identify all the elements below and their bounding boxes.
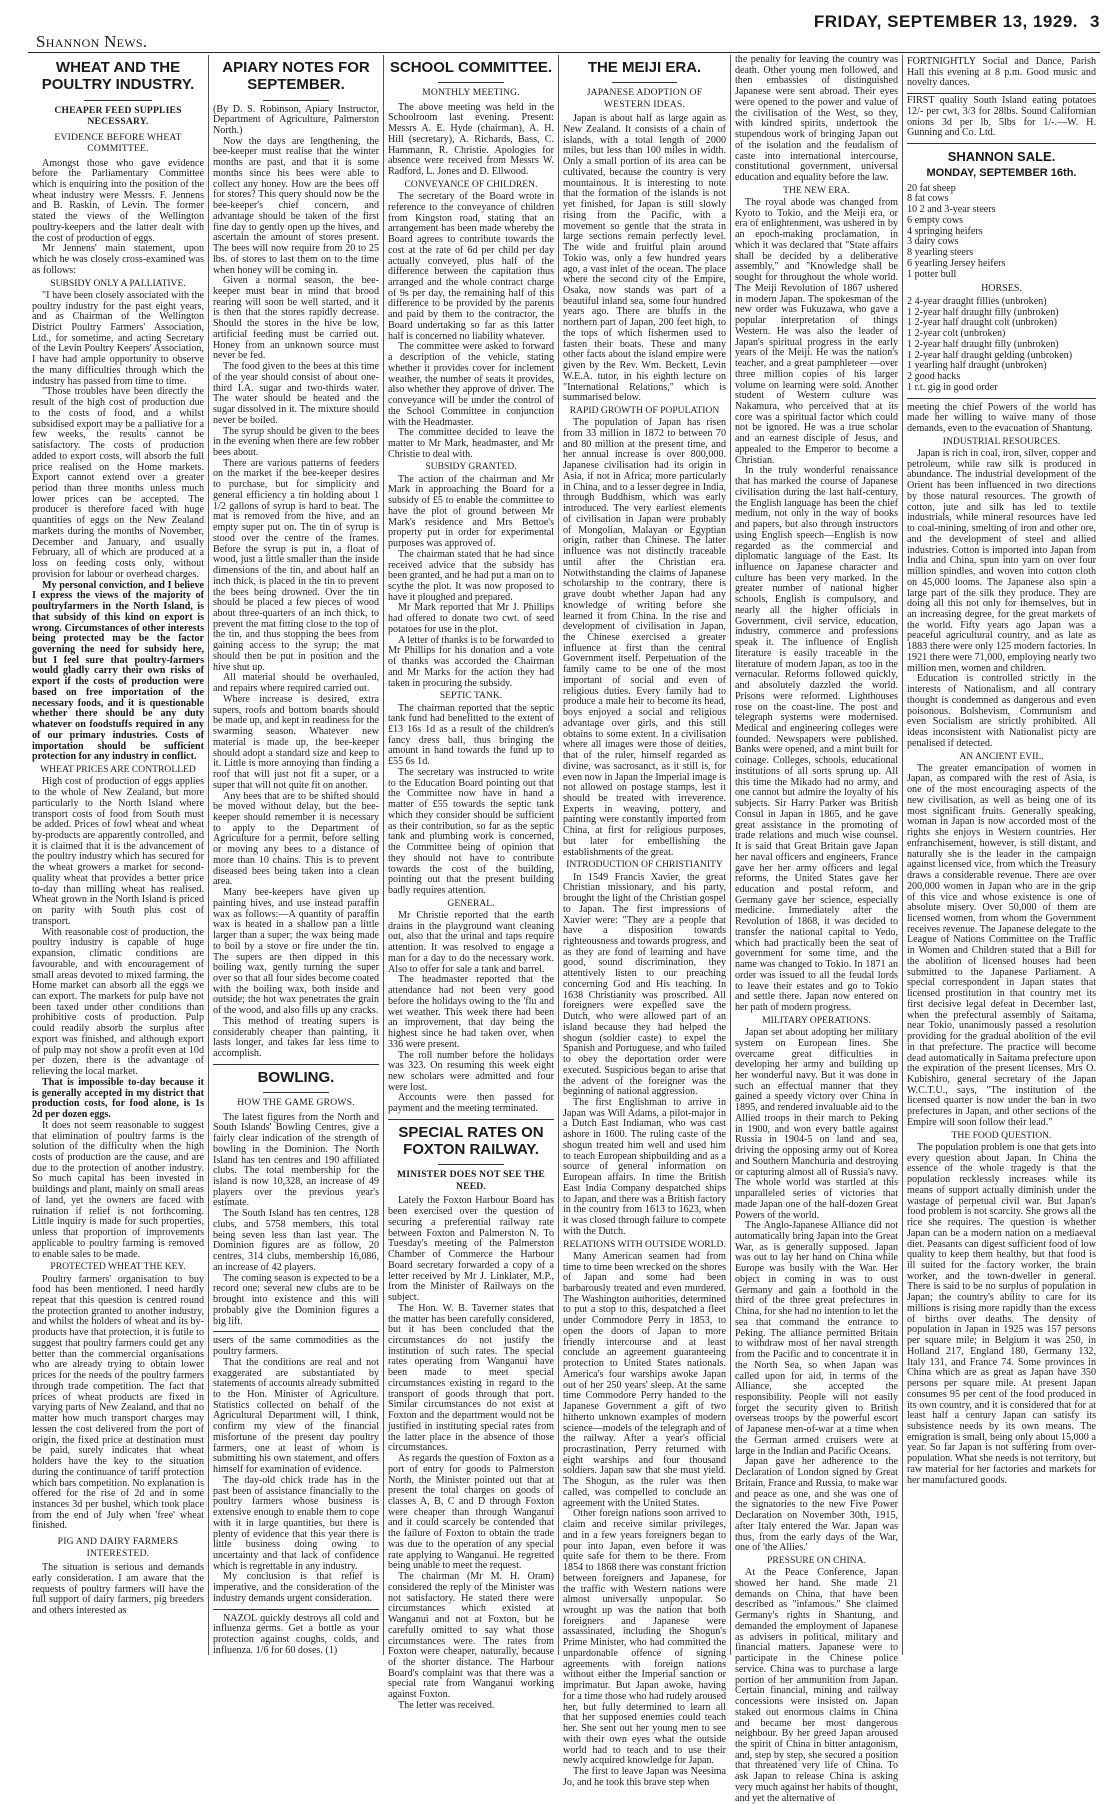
paragraph: The first Englishman to arrive in Japan was Will Adams, a pilot-major in a Dutch East Indiaman, who was cast ashore in 1600. The ruling caste of the shogun treated him well and used him to teach European shipbuilding and as a source of general information on European affairs. In time the British East India Company despatched ships to Japan, and there was a British factory in the country from 1613 to 1623, when it was closed through failure to compete with the Dutch. (563, 1097, 726, 1237)
advertisement-social-dance (907, 55, 1096, 94)
column-6 (902, 55, 1100, 1655)
paragraph: This method of treating supers is considerably cheaper than painting, it lasts longer, and takes far less time to accomplish. (213, 1015, 379, 1060)
issue-date-line (814, 12, 1100, 32)
section-head: MILITARY OPERATIONS. (762, 1014, 871, 1026)
divider (438, 1164, 504, 1165)
paragraph: A letter of thanks is to be forwarded to Mr Phillips for his donation and a vote of thanks was accorded the Chairman and Mr Marks for the action they had taken in procuring the subsidy. (388, 634, 554, 689)
paragraph: Mr Jennens' main statement, upon which he was closely cross-examined was as follows: (32, 243, 204, 276)
sale-item: 1 2-year colt (unbroken) (907, 328, 1006, 340)
paragraph: In the truly wonderful renaissance that has marked the course of Japanese civilisation during the last half-century, the English language has been the chief medium, not only in the way of books and papers, but also through instructors using English speech—English is now regarded as the commercial and diplomatic language of the East. Its influence on Japanese character and culture has been very marked. In the greater number of national higher schools, English is compulsory, and nearly all the higher officials in Government, civil service, education, industry, commerce and professions speak it. The influence of English literature is easily traceable in the literature of modern Japan, as too in the vernacular. Reforms followed quickly, and absolutely dazzled the world. Prisons were reformed. Lighthouses rose on the coast-line. The post and telegraph systems were modernised. Medical and engineering colleges were founded. Newspapers were published. Banks were opened, and a mint built for coinage. Colleges, schools, educational institutions of all sorts sprung up. All this time the Mikado had no army, and one cannot but admire the loyalty of his subjects. Sir Harry Parker was British Consul in Japan in 1865, and he gave great assistance in the promoting of trade relations and much wise counsel. It is said that Great Britain gave Japan her naval officers and engineers, France gave her her army officers and legal reforms, the United States gave her education and postal reform, and Germany gave her science, especially medicine. Immediately after the Revolution of 1868, it was decided to transfer the national capital to Yedo, which had practically been the seat of government for some time, and the name was changed to Tokio. In 1871 an order was issued to all the feudal lords to leave their estates and go to Tokio and settle there. Japan now entered on her path of modern progress. (735, 465, 898, 1014)
paragraph: Education is controlled strictly in the interests of Nationalism, and all contrary thought is condemned as dangerous and even poisonous. Bolshevism, Communism and even Socialism are strictly prohibited. All ideas inconsistent with Nationalist picty are penalised if detected. (907, 673, 1096, 749)
paragraph: The population problem is one that gets into every question about Japan. In China the essence of the whole tragedy is that the population recklessly increases while its means of support actually diminish under the wastage of perpetual civil war. But Japan's food problem is not scarcity. She grows all the rice she requires. The question is whether Japan can be a modern nation on a mediaeval diet. Peasants can digest sufficient food of low quality to keep them healthy, but that food is ill suited for the factory worker, the brain worker, and the town-dweller in general. There is said to be no surplus of population in Japan; the country's ability to care for its millions is rising more rapidly than the excess of births over deaths. The density of population in Japan in 1925 was 157 persons per square mile; in Belgium it was 250, in Holland 217, England 180, Germany 132, Italy 131, and France 74. Some provinces in China which are as great as Japan have 350 persons per square mile. At present Japan consumes 95 per cent of the food produced in its own country, and it is considered that for at least half a century Japan can satisfy its subsistence needs by its own means. The emigration is small, being only about 15,000 a year. So far Japan is not suffering from over-population. What she needs is not territory, but raw material for her factories and markets for her manufactured goods. (907, 1141, 1096, 1486)
headline-foxton-railway: SPECIAL RATES ON FOXTON RAILWAY. (398, 1123, 544, 1159)
paragraph: That is impossible to-day because it is generally accepted in my district that production costs, for food alone, is 1s 2d per dozen eggs. (32, 1076, 204, 1121)
divider (84, 100, 153, 101)
section-head: INTRODUCTION OF CHRISTIANITY (566, 859, 723, 871)
paragraph: The coming season is expected to be a record one; several new clubs are to be brought into existence and this will probably give the Dominion figures a big lift. (213, 1272, 379, 1327)
paragraph: Japan gave her adherence to the Declaration of London signed by Great Britain, France and Russia, to make war and peace as one, and she was one of the signatories to the new Five Power Declaration on November 30th, 1915, after Italy entered the War. Japan was thus, from the early days of the War, one of 'the Allies.' (735, 1456, 898, 1554)
paragraph: The day-old chick trade has in the past been of assistance financially to the poultry farmers whose business is extensive enough to enable them to cope with it in large quantities, but there is plenty of evidence that this year there is little business doing owing to uncertainty and that lack of confidence which is regrettable in any industry. (213, 1474, 379, 1572)
paragraph: The Anglo-Japanese Alliance did not automatically bring Japan into the Great War, as is generally supposed. Japan was out to lay her hand on China while Europe was busily with the War. Her object in coming in was to oust Germany and gain a foothold in the third of the three great prefectures in China, for she had no intention to let the sea that command the entrance to Peking. The alliance permitted Britain to withdraw most of her naval strength from the Pacific and to concentrate it in the North Sea, so when Japan was called upon for aid, in terms of the Alliance, she accepted the responsibility. People will not easily forget the security given to British overseas troops by the powerful escort of Japanese men-of-war at a time when the German armed cruisers were at large in the Indian and Pacific Oceans. (735, 1220, 898, 1457)
issue-date: FRIDAY, SEPTEMBER 13, 1929. (813, 12, 1079, 31)
paragraph: At the Peace Conference, Japan showed her hand. She made 21 demands on China, that have been described as "infamous." She claimed Germany's rights in Shantung, and demanded the employment of Japanese as advisers in political, military and financial matters. Japanese were to participate in the Chinese police service. China was to purchase a large portion of her ammunition from Japan. Certain financial, mining and railway concessions were insisted on. Japan staked out enormous claims in China and became her most dangerous neighbour. By her greed Japan aroused the spirit of China in bitter antagonism, and, step by step, she secured a position that threatened very life of China. To ask Japan to release China is asking very much against her habits of thought, and yet the alternative of (735, 1567, 898, 1804)
paragraph: My personal conviction, and I believe I express the views of the majority of poultryfarmers in the North Island, is that subsidy of this kind on export is wrong. Circumstances of other interests being protected may be the factor governing the need for subsidy here, but I feel sure that poultry-farmers would gladly carry their own risks of export if the costs of production were based on free importation of the necessary foods, and it is questionable whether there should be any duty whatever on foodstuffs required in any of our primary industries. Costs of importation should be sufficient protection for any industry in conflict. (32, 579, 204, 763)
section-head: WHEAT PRICES ARE CONTROLLED (40, 764, 196, 776)
paragraph: The letter was received. (398, 1699, 495, 1711)
paragraph: Poultry farmers' organisation to buy food has been mentioned. I need hardly repeat that this question is centred round the protection granted to another industry, and whilst the holders of wheat and its by-products have that protection, it is futile to suggest that poultry farmers could get any better than the commercial organisations who are already trying to obtain lower prices for the needs of the poultry farmers through trade competition. The fact that prices of wheat products are fixed in varying parts of New Zealand, and that no matter how much transport charges may lessen the cost delivered from the port of origin, the fixed price at destination must be paid, surely indicates that wheat holders have the key to the situation during the continuance of tariff protection which bars competition. No explanation is offered for the rise of 2d and in some instances 3d per bushel, which took place from the end of July when 'free' wheat finished. (32, 1273, 204, 1532)
paragraph: There are various patterns of feeders on the market if the bee-keeper desires to purchase, but for simplicity and general efficiency a tin holding about 1 1/2 gallons of syrup is hard to beat. The mat is removed from the hive, and an empty super put on. The tin of syrup is stood over the centre of the frames. Before the syrup is put in, a float of wood, just a little smaller than the inside dimensions of the tin, and about half an inch thick, is placed in the tin to prevent the bees being drowned. Over the tin should be placed a few pieces of wood about three-quarters of an inch thick, to prevent the mat fitting close to the top of the tin, and thus stopping the bees from gaining access to the syrup; the mat should then be put in position and the hive shut up. (213, 457, 379, 673)
paragraph: The chairman stated that he had since received advice that the subsidy has been granted, and he had put a man on to scythe the plot. It was now proposed to have it ploughed and prepared. (388, 548, 554, 603)
paragraph: meeting the chief Powers of the world has made her willing to waive many of those demands, even to the evacuation of Shantung. (907, 401, 1096, 435)
divider (263, 100, 329, 101)
sale-item: 8 fat cows (907, 193, 949, 205)
paragraph: Mr Mark reported that Mr J. Phillips had offered to donate two cwt. of seed potatoes for use in the plot. (388, 602, 554, 635)
divider (213, 1331, 379, 1332)
section-head: CONVEYANCE OF CHILDREN. (404, 178, 538, 190)
paragraph: That the conditions are real and not exaggerated are substantiated by statements of accounts already submitted to the Hon. Minister of Agriculture. Statistics collected on behalf of the Agricultural Department will, I think, confirm my view of the financial misfortune of the present day poultry farmers, one at least of whom is submitting his own statement, and offers himself for examination of evidence. (213, 1356, 379, 1476)
divider (612, 82, 677, 83)
section-head: SUBSIDY GRANTED. (425, 461, 517, 473)
column-2 (208, 55, 383, 1655)
sale-title: SHANNON SALE. (947, 149, 1056, 165)
section-head: SEPTIC TANK. (439, 690, 503, 702)
subhead: HOW THE GAME GROWS. (237, 1097, 355, 1109)
paragraph: Many bee-keepers have given up painting hives, and use instead paraffin wax as follows:—A quantity of paraffin wax is heated in a shallow pan a little larger than a super; the wax being made to boil by a stove or fire under the tin. The supers are then dipped in this boiling wax, gently turning the super over so that all four sides become coated with the boiling wax, both inside and outside; the hot wax penetrates the grain of the wood, and also fills up any cracks. (213, 887, 379, 1017)
paper-name: Shannon News. (36, 32, 148, 51)
section-head: THE FOOD QUESTION. (951, 1129, 1052, 1141)
paragraph: The chairman reported that the septic tank fund had benefitted to the extent of £13 16s 1d as a result of the children's fancy dress ball, thus bringing the amount in hand towards the fund up to £55 6s 1d. (388, 702, 554, 768)
paragraph: the penalty for leaving the country was death. Other young men followed, and then embassies of distinguished Japanese were sent abroad. Their eyes were opened to the power and value of the civilisation of the West, so they, with kindred spirits, undertook the stupendous work of bringing Japan out of the isolation and the feudalism of caste into international intercourse, constitutional government, universal education and equality before the law. (735, 54, 898, 184)
paragraph: The committee were asked to forward a description of the vehicle, stating whether it provides cover for inclement weather, the number of seats it provides, also whether they approve of driver. The conveyance will be under the control of the School Committee in conjunction with the Headmaster. (388, 341, 554, 428)
paragraph: The situation is serious and demands early consideration. I am aware that the requests of poultry farmers will have the full support of dairy farmers, pig breeders and others interested as (32, 1562, 204, 1617)
divider (388, 1119, 554, 1120)
subhead: MONTHLY MEETING. (422, 87, 520, 99)
paragraph: Other foreign nations soon arrived to claim and receive similar privileges, and in a few years foreigners began to pour into Japan, even before it was quite safe for them to be there. From 1854 to 1868 there was constant friction between foreigners and Japanese, for the traffic with Western nations were almost universally unpopular. So wrought up was the nation that both foreigners and Japanese were assassinated, including the Shogun's Prime Minister, who had committed the unpardonable offence of signing agreements with foreign nations without either the Imperial sanction or imprimatur. But Japan awoke, having for a time those who had rudely aroused her, but fully determined to learn all that her supposed enemies could teach her. She sent out her young men to see with their own eyes what the outside world had to teach and to use their newly acquired knowledge for Japan. (563, 1508, 726, 1767)
columns (28, 54, 1100, 1804)
headline-bowling: BOWLING. (257, 1068, 335, 1086)
column-3 (383, 55, 558, 1711)
paragraph: Many American seamen had from time to time been wrecked on the shores of Japan and some had been barbarously treated and even murdered. The Washington authorities, determined to put a stop to this, despatched a fleet under Commodore Perry in 1853, to open the doors of Japan to more friendly intercourse and at least conclude an agreement guaranteeing protection to United States nationals. America's four warships awoke Japan out of her 250 years' sleep. At the same time Commodore Perry handed to the Japanese Government a gift of two hitherto unknown examples of modern science—models of the telegraph and of the railway. After a year's official procrastination, Perry returned with eight warships and four thousand soldiers. Japan saw that she must yield. The Shogun, as the ruler was then called, was compelled to conclude an agreement with the United States. (563, 1250, 726, 1509)
sale-item: 1 potter bull (907, 268, 957, 280)
paragraph: The action of the chairman and Mr Mark in approaching the Board for a subsidy of £5 to enable the committee to have the plot of ground between Mr Mark's residence and Mrs Bettoe's property put in order for experimental purposes was approved of. (388, 473, 554, 550)
sale-item: 20 fat sheep (907, 182, 956, 194)
section-head: RAPID GROWTH OF POPULATION (569, 405, 720, 417)
subhead: MINISTER DOES NOT SEE THE NEED. (396, 1169, 546, 1192)
sale-item: 6 yearling Jersey heifers (907, 257, 1006, 269)
paragraph: Given a normal season, the bee-keeper must bear in mind that brood rearing will soon be well started, and it is then that the stores rapidly decrease. Should the stores in the hive be low, artificial feeding must be carried out. Honey from an unknown source must never be fed. (213, 275, 379, 362)
paragraph: The population of Japan has risen from 33 million in 1872 to between 70 and 80 million at the present time, and her annual increase is over 800,000. Japanese civilisation had its origin in Asia, if not in Africa; more particularly in China, and to a lesser degree in India, through Buddhism, which was early introduced. The very earliest elements of civilisation in Japan were probably of Mongolian, Malayan or Egyptian origin, rather than Chinese. The latter influence was not distinctly traceable until after the Christian era. Notwithstanding the claims of Japanese scholarship to the contrary, there is grave doubt whether Japan had any knowledge of writing before she learned it from China. In the rise and development of civilisation in Japan, the Chinese exercised a greater influence at first than the central Government itself. Perpetuation of the family came to be one of the most important of social and even of religious duties. Every family had to produce a male heir to become its head, boys enjoyed a social and religious advantage over girls, and this still obtains to some extent. In a civilisation where all images were those of deities, that of the ruler, himself regarded as divine, was sacrosanct, as it still is, for even now in Japan the Imperial image is not allowed on postage stamps, lest it should be treated with irreverence. Experts in weaving, pottery, and painting were constantly imported from China, at first for religious purposes, but later for embellishing the establishments of the great. (563, 417, 726, 858)
paragraph: Where increase is desired, extra supers, roofs and bottom boards should be made up, and kept in readiness for the swarming season. Whatever new material is made up, the bee-keeper should adopt a standard size and keep to it. Little is more annoying than finding a roof that will just not fit a super, or a super that will not quite fit on another. (213, 693, 379, 791)
section-head: PRESSURE ON CHINA. (767, 1555, 866, 1567)
divider (213, 1609, 379, 1610)
paragraph: It does not seem reasonable to suggest that elimination of poultry farms is the solution of the difficulty when the high costs of production are the cause, and are due to the protection of another industry. So much capital has been invested in buildings and plant, mainly on small areas of land, yet the owners are faced with ruination if relief is not forthcoming. Little inquiry is made for such properties, unless that proportion of improvements applicable to poultry farming is removed to enable sales to be made. (32, 1119, 204, 1260)
masthead (28, 6, 1100, 53)
paragraph: The committee decided to leave the matter to Mr Mark, headmaster, and Mr Christie to deal with. (388, 427, 554, 460)
headline-meiji-era: THE MEIJI ERA. (587, 59, 702, 76)
ad-text: FIRST quality South Island eating potatoes 12/- per cwt, 3/3 for 28lbs. Sound Californian onions 3d per lb, 5lbs for 1/-.—W. H. Gunning and Co. Ltd. (907, 95, 1096, 139)
sale-item: 1 2-year half draught filly (unbroken) (907, 306, 1059, 318)
paragraph: Any bees that are to be shifted should be moved without delay, but the bee-keeper should remember it is necessary to apply to the Department of Agriculture for a permit, before selling or moving any bees to a distance of more than 10 chains. This is to prevent diseased bees being taken into a clean area. (213, 790, 379, 888)
ad-text: FORTNIGHTLY Social and Dance, Parish Hall this evening at 8 p.m. Good music and novelty dances. (907, 56, 1096, 89)
divider (907, 398, 1096, 399)
sale-list-horses (907, 297, 1096, 394)
headline-school-committee: SCHOOL COMMITTEE. (389, 59, 553, 76)
paragraph: "I have been closely associated with the poultry industry for the past eight years, and as Chairman of the Wellington District Poultry Farmers' Association, Ltd., for sometime, and acting Secretary of the Levin Poultry Keepers' Association, I have had ample opportunity to observe the many difficulties through which the industry has passed from time to time. (32, 289, 204, 387)
section-head: AN ANCIENT EVIL. (959, 750, 1044, 762)
sale-date: MONDAY, SEPTEMBER 16th. (926, 166, 1077, 179)
paragraph: The chairman (Mr M. H. Oram) considered the reply of the Minister was not satisfactory. He stated there were circumstances which existed at Wanganui and not at Foxton, but he carefully omitted to say what those circumstances were. The rates from Foxton were cheaper, naturally, because of the shorter distance. The Harbour Board's complaint was that there was a special rate from Wanganui working against Foxton. (388, 1571, 554, 1701)
subhead: PIG AND DAIRY FARMERS INTERESTED. (57, 1536, 179, 1559)
section-head: PROTECTED WHEAT THE KEY. (50, 1261, 186, 1273)
advertisement-potatoes (907, 94, 1096, 144)
paragraph: The Hon. W. B. Taverner states that the matter has been carefully considered, but it has been concluded that the circumstances do not justify the institution of such rates. The special rates operating from Wanganui have been made to meet special circumstances existing in regard to the transport of goods through that port. Similar circumstances do not exist at Foxton and the department would not be justified in instituting special rates from the latter place in the absence of those circumstances. (388, 1302, 554, 1454)
advertisement-nazol: NAZOL quickly destroys all cold and influenza germs. Get a bottle as your protection against coughs, colds, and influenza. 1/6 for 60 doses. (1) (213, 1612, 379, 1656)
paragraph: The syrup should be given to the bees in the evening when there are few robber bees about. (213, 425, 379, 458)
paragraph: All material should be overhauled, and repairs where required carried out. (213, 672, 379, 695)
paragraph: Amongst those who gave evidence before the Parliamentary Committee which is enquiring into the position of the wheat industry were Messrs. F. Jennens and B. Raskin, of Levin. The former stated the views of the Wellington poultry-keepers and the latter dealt with the cost of production of eggs. (32, 157, 204, 244)
paragraph: The greater emancipation of women in Japan, as compared with the rest of Asia, is one of the most encouraging aspects of the new civilisation, as well as being one of its most significant fruits. Generally speaking, woman in Japan is now accorded most of the rights she enjoys in Western countries. Her enfranchisement, however, is still distant, and naturally she is the leader in the campaign against licensed vice, from which the Treasury draws a considerable revenue. There are over 200,000 women in Japan who are in the grip of this vice and whose existence is one of absolute misery. Over 50,000 of them are licensed women, from whom the Government receives revenue. The Japanese delegate to the League of Nations Committee on the Traffic in Women and Children stated that a Bill for the abolition of licensed houses had been submitted to the Japanese Parliament. A special correspondent in Japan states that licensed prostitution in that country met its first decisive legal defeat in December last, when the prefectural assembly of Saitama, near Tokio, unanimously passed a resolution providing for the gradual abolition of the evil in that prefecture. The practice will become dead automatically in Saitama prefecture upon the expiration of the present licenses. Mrs O. Kubishiro, general secretary of the Japan W.C.T.U., says, "The institution of the licensed quarter is now under the ban in two prefectures in Japan, and other sections of the Empire will soon follow their lead." (907, 762, 1096, 1128)
paragraph: As regards the question of Foxton as a port of entry for goods to Palmerston North, the Minister pointed out that at present the total charges on goods of classes A, B, C and D through Foxton were cheaper than through Wanganui and it could scarcely be contended that the failure of Foxton to obtain the trade was due to the operation of any special rate applying to Wanganui. He regretted being unable to meet the request. (388, 1453, 554, 1572)
subhead: CHEAPER FEED SUPPLIES NECESSARY. (54, 104, 182, 127)
section-head: RELATIONS WITH OUTSIDE WORLD. (563, 1238, 726, 1250)
divider (263, 1092, 329, 1093)
section-head: GENERAL. (447, 897, 495, 909)
sale-item: 1 2-year half draught colt (unbroken) (907, 317, 1057, 329)
paragraph: Mr Christie reported that the earth drains in the playground want cleaning out, also that the urinal and taps require attention. It was resolved to engage a man for a day to do the necessary work. Also to offer for sale a tank and barrel. (388, 909, 554, 975)
paragraph: In 1549 Francis Xavier, the great Christian missionary, and his party, brought the light of the Christian gospel to Japan. The first impressions of Xavier were: "They are a people that have a disposition towards righteousness and towards progress, and as they are fond of learning and have good, sound discrimination, they attentively listen to our preaching concerning God and His teaching. In 1638 Christianity was proscribed. All foreigners were expelled save the Dutch, who were allowed part of an island because they had helped the shogun (soldier caste) to expel the Spanish and Portuguese, and who failed to obey the deportation order were executed. Suspicious began to arise that the advent of the foreigner was the beginning of national aggression. (563, 871, 726, 1098)
sale-list-stock (907, 184, 1096, 281)
paragraph: The royal abode was changed from Kyoto to Tokio, and the Meiji era, or era of enlightenment, was ushered in by an epoch-making proclamation, in which it was declared that "State affairs shall be decided by a deliberative assembly," and "Knowledge shall be sought for throughout the whole world. The Meiji Revolution of 1867 ushered in modern Japan. The spokesman of the new order was Fukuzawa, who gave a popular interpretation of things Western. He was also the leader of Japan's spiritual progress in the early years of the Meiji. He was the nation's teacher, and a great pamphleteer —over three million copies of his larger volume on learning were sold. Another student of Western culture was Nakamura, who perceived that at its core was a spiritual factor which could not be ignored. He was a true scholar and an earnest disciple of Jesus, and appealed to the Emperor to become a Christian. (735, 197, 898, 466)
paragraph: My conclusion is that relief is imperative, and the consideration of the industry demands urgent consideration. (213, 1571, 379, 1604)
headline-wheat-poultry: WHEAT AND THE POULTRY INDUSTRY. (41, 59, 195, 94)
paragraph: The headmaster reported that the attendance had not been very good before the holidays owing to the 'flu and wet weather. This week there had been an improvement, that day being the highest since he had taken over, when 336 were present. (388, 974, 554, 1050)
subhead: EVIDENCE BEFORE WHEAT COMMITTEE. (54, 131, 182, 154)
subhead: JAPANESE ADOPTION OF WESTERN IDEAS. (586, 87, 703, 110)
column-5 (730, 54, 902, 1804)
column-4 (558, 55, 730, 1788)
paragraph: Japan is about half as large again as New Zealand. It consists of a chain of islands, with a total length of 2000 miles, but less than 100 miles in width. Only a small portion of its area can be cultivated, because the country is very mountainous. It is interesting to note that the formation of the islands is not yet finished, for Japan is still slowly rising from the Pacific, with a movement so gentle that the strata in large sections remain perfectly level. The wide and fruitful plain around Tokio was, only a few hundred years ago, a vast inlet of the ocean. The place where the second city of the Empire, Osaka, now stands was part of a beautiful inland sea, some four hundred years ago. There are bluffs in the northern part of Japan, 200 feet high, to the tops of which fishermen used to fasten their boats. These and many other facts about the island empire were given by the Rev. Wm. Beckett, Levin W.E.A. tutor, in his eighth lecture on "International Relations," which is summarised below. (563, 113, 726, 404)
paragraph: With reasonable cost of production, the poultry industry is capable of huge expansion, climatic conditions are favourable, and with encouragement of small areas devoted to mixed farming, the Home market can absorb all the eggs we can export. The markets for pulp have not been taxed under other conditions than prohibitive costs of production. Pulp could readily absorb the surplus after export was finished, and although export of pulp may not show a profit even at 10d per dozen, there is the advantage of relieving the local market. (32, 926, 204, 1078)
sale-item: 1 yearling half draught (unbroken) (907, 360, 1047, 372)
paragraph: Lately the Foxton Harbour Board has been exercised over the question of securing a preferential railway rate between Foxton and Palmerston N. To Tuesday's meeting of the Palmerston Chamber of Commerce the Harbour Board secretary forwarded a copy of a letter received by Mr J. Linklater, M.P., from the Minister of Railways on the subject. (388, 1195, 554, 1304)
sale-item: 1 2-year half draught gelding (unbroken) (907, 349, 1073, 361)
paragraph: Japan set about adopting her military system on European lines. She overcame great difficulties in developing her army and building up her wonderful navy. But it was done in such an effectual manner that they gained a speedy victory over China in 1895, and rendered invaluable aid to the Allied troops in their march to Peking in 1900, and won every battle against Russia in 1904-5 on land and sea, driving the opposing army out of Korea and Southern Manchuria and destroying or capturing almost all of Russia's navy. The whole world was startled at this unparalleled series of victories that made Japan one of the half-dozen Great Powers of the world. (735, 1027, 898, 1221)
sale-item: 8 yearling steers (907, 247, 974, 259)
sale-item: 1 r.t. gig in good order (907, 381, 998, 393)
paragraph: The first to leave Japan was Neesima Jo, and he took this brave step when (563, 1766, 726, 1788)
column-1 (28, 55, 208, 1655)
sale-item: 1 2-year half draught filly (unbroken) (907, 338, 1059, 350)
page-number: 3 (1090, 12, 1100, 31)
sale-item: 2 4-year draught fillies (unbroken) (907, 295, 1047, 307)
sale-item: 3 dairy cows (907, 236, 959, 248)
paragraph: users of the same commodities as the poultry farmers. (213, 1335, 379, 1358)
sale-item: 2 good hacks (907, 371, 961, 383)
byline: (By D. S. Robinson, Apiary Instructor, Department of Agriculture, Palmerston North.) (213, 103, 379, 136)
paragraph: The secretary of the Board wrote in reference to the conveyance of children from Kingston road, stating that an arrangement has been made whereby the Board agrees to contribute towards the cost at the rate of 6d per child per day actually conveyed, plus half of the difference between the capitation thus arranged and the whole contract charge of 9s per day, the remaining half of this difference to be provided by the parents and paid by them to the contractor, the Board undertaking so far as this latter half is concerned no liability whatever. (388, 191, 554, 342)
sale-horses-label: HORSES. (981, 283, 1022, 295)
sale-item: 10 2 and 3-year steers (907, 204, 996, 216)
section-head: THE NEW ERA. (783, 184, 850, 196)
paragraph: Accounts were then passed for payment and the meeting terminated. (388, 1092, 554, 1115)
divider (213, 1064, 379, 1065)
paragraph: The food given to the bees at this time of the year should consist of about one-third I.A. sugar and two-thirds water. The water should be heated and the sugar dissolved in it. The mixture should never be boiled. (213, 361, 379, 426)
paragraph: Now the days are lengthening, the bee-keeper must realise that the winter months are past, and that it is some months since his bees were able to collect any honey. How are the bees off for stores? This query should now be the bee-keeper's chief concern, and advantage should be taken of the first fine day to gently open up the hives, and ascertain the amount of stores present. The bees will now require from 20 to 25 lbs. of stores to last them on to the time when honey will be coming in. (213, 135, 379, 276)
paragraph: The latest figures from the North and South Islands' Bowling Centres, give a fairly clear indication of the strength of bowling in the Dominion. The North Island has ten centres and 190 affiliated clubs. The total membership for the island is now 10,328, an increase of 49 players over the previous year's estimate. (213, 1111, 379, 1209)
divider (438, 82, 504, 83)
sale-item: 6 empty cows (907, 214, 964, 226)
paragraph: The above meeting was held in the Schoolroom last evening. Present: Messrs A. E. Hyde (chairman), A. H. Hill (secretary), A. Richards, Bass, C. Hammann, R. Christie. Apologies for absence were received from Messrs W. Radford, L. Jones and D. Ellwood. (388, 101, 554, 178)
section-head: INDUSTRIAL RESOURCES. (942, 435, 1061, 447)
paragraph: "Those troubles have been directly the result of the high cost of production due to the costs of food, and a whilst subsidised export may be a palliative for a few weeks, the results cannot be satisfactory. The costs of production added to export costs, will absorb the full price realised on the Home markets. Export cannot extend over a greater period than three months unless much lower prices can be accepted. The producer is therefore faced with huge quantities of eggs on the New Zealand markets during the months of November, December and January, and usually February, all of which are produced at a loss on feeding costs only, without provision for labour or overhead charges. (32, 386, 204, 580)
paragraph: Japan is rich in coal, iron, silver, copper and petroleum, while raw silk is produced in abundance. The industrial development of the Orient has been influenced in two directions by those natural resources. The growth of cotton, jute and silk has led to textile industrials, while mineral resources have led to coal-mining, smelting of iron and other ore, and the development of steel and allied industries. Cotton is imported into Japan from India and China, spun into yarn on over four million spindles, and woven into cotton cloth on 45,000 looms. The Japanese also spin a large part of the silk they produce. They are doing all this not only for themselves, but in an increasing degree, for the great markets of the world. Fifty years ago Japan was a peaceful agricultural country, and as late as 1883 there were only 125 modern factories. In 1921 there were 71,000, employing nearly two million men, women and children. (907, 447, 1096, 674)
section-head: SUBSIDY ONLY A PALLIATIVE. (50, 277, 186, 289)
paragraph: The South Island has ten centres, 128 clubs, and 5758 members, this total being seven less than last year. The Dominion figures are as follow, 20 centres, 314 clubs, membership 16,086, an increase of 42 players. (213, 1208, 379, 1273)
paragraph: The roll number before the holidays was 323. On resuming this week eight new scholars were admitted and four were lost. (388, 1049, 554, 1093)
headline-apiary: APIARY NOTES FOR SEPTEMBER. (222, 59, 370, 94)
paragraph: High cost of production of eggs applies to the whole of New Zealand, but more particularly to the North Island where transport costs of food from South must be added. Prices of fowl wheat and wheat by-products are apparently controlled, and it is claimed that it is the advancement of the poultry industry which has secured for the wheat growers a market for second-quality wheat that provides a better price to-day than milling wheat has realised. Wheat grown in the North Island is priced on parity with South plus cost of transport. (32, 776, 204, 927)
paragraph: The secretary was instructed to write to the Education Board pointing out that the Committee now have in hand a matter of £55 towards the septic tank which they consider should be sufficient as their contribution, so far as the septic tank and plumbing work is concerned, the Committee being of opinion that they should not have to contribute towards the cost of the building, pointing out that the present building badly requires attention. (388, 766, 554, 897)
sale-item: 4 springing heifers (907, 225, 983, 237)
